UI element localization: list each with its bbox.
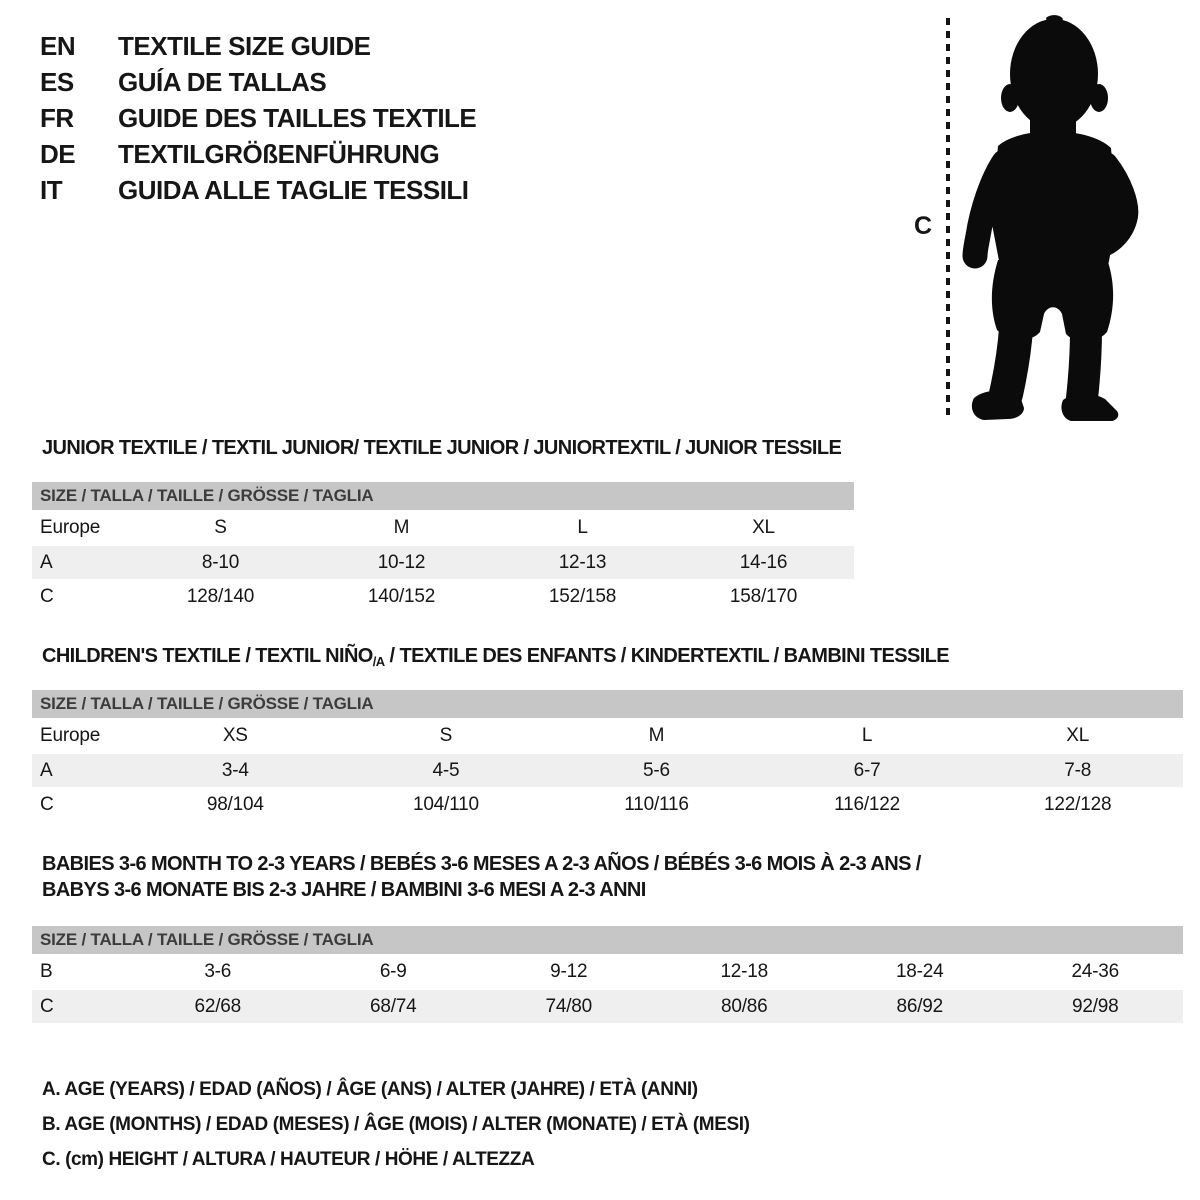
age-cell: 6-7	[853, 759, 881, 781]
row-label: B	[40, 961, 53, 982]
age-cell: 4-5	[432, 759, 460, 781]
age-cell: 7-8	[1064, 759, 1092, 781]
language-row-en	[40, 28, 476, 64]
language-row-fr	[40, 100, 476, 136]
junior-section-heading: JUNIOR TEXTILE / TEXTIL JUNIOR/ TEXTILE JUNIOR / JUNIORTEXTIL / JUNIOR TESSILE	[42, 437, 842, 459]
age-cell: 12-13	[558, 551, 607, 573]
table-row-height-cm	[32, 787, 1183, 823]
row-label: A	[40, 759, 53, 781]
language-code: IT	[40, 174, 63, 205]
height-cell: 104/110	[412, 794, 479, 815]
age-cell: 3-6	[204, 961, 232, 982]
age-cell: 14-16	[739, 551, 788, 573]
height-cell: 98/104	[206, 794, 264, 815]
babies-size-table	[32, 926, 1183, 1023]
measurement-legend	[42, 1072, 750, 1177]
baby-silhouette-icon	[958, 14, 1143, 421]
row-label: Europe	[40, 725, 101, 746]
row-label: Europe	[40, 517, 101, 538]
size-cell: S	[439, 725, 453, 746]
language-row-de	[40, 136, 476, 172]
height-cell: 86/92	[896, 995, 944, 1017]
children-size-table	[32, 690, 1183, 823]
height-cell: 122/128	[1044, 794, 1112, 815]
age-cell: 8-10	[201, 551, 240, 573]
children-heading-pre: CHILDREN'S TEXTILE / TEXTIL NIÑO	[42, 645, 373, 667]
table-row-age-months	[32, 954, 1183, 990]
language-code: FR	[40, 102, 74, 133]
table-row-europe	[32, 510, 854, 546]
size-cell: XL	[752, 517, 775, 538]
height-cell: 152/158	[548, 586, 617, 607]
height-measure-label: C	[914, 212, 933, 240]
age-cell: 6-9	[379, 961, 407, 982]
language-row-es	[40, 64, 476, 100]
height-cell: 158/170	[729, 586, 798, 607]
legend-age-months: B. AGE (MONTHS) / EDAD (MESES) / ÂGE (MOIS) / ALTER (MONATE) / ETÀ (MESI)	[42, 1114, 750, 1135]
row-label: C	[40, 794, 54, 815]
children-heading-sub: /A	[372, 654, 385, 669]
size-cell: XL	[1066, 725, 1090, 746]
junior-size-table	[32, 482, 854, 615]
children-section-heading	[42, 643, 949, 671]
language-code: DE	[40, 138, 76, 169]
size-cell: S	[214, 517, 227, 538]
age-cell: 24-36	[1071, 961, 1120, 982]
children-heading-post: / TEXTILE DES ENFANTS / KINDERTEXTIL / BAMBINI TESSILE	[384, 645, 950, 667]
age-cell: 18-24	[895, 961, 944, 982]
table-row-height-cm	[32, 990, 1183, 1023]
babies-heading-line2: BABYS 3-6 MONATE BIS 2-3 JAHRE / BAMBINI 3-6 MESI A 2-3 ANNI	[42, 879, 646, 901]
table-row-age-years	[32, 546, 854, 579]
row-label: C	[40, 586, 54, 607]
guide-title: GUIDE DES TAILLES TEXTILE	[118, 102, 477, 133]
language-code: EN	[40, 30, 76, 61]
height-measure-dashed-line	[946, 18, 950, 416]
guide-title: TEXTILE SIZE GUIDE	[118, 30, 371, 61]
size-cell: XS	[222, 725, 248, 746]
language-row-it	[40, 172, 476, 208]
height-cell: 116/122	[834, 794, 901, 815]
age-cell: 3-4	[221, 759, 249, 781]
age-cell: 10-12	[377, 551, 426, 573]
babies-heading-line1: BABIES 3-6 MONTH TO 2-3 YEARS / BEBÉS 3-6 MESES A 2-3 AÑOS / BÉBÉS 3-6 MOIS À 2-3 ANS /	[42, 853, 921, 875]
size-cell: M	[393, 517, 410, 538]
size-header-bar: SIZE / TALLA / TAILLE / GRÖSSE / TAGLIA	[32, 926, 1183, 954]
height-cell: 62/68	[194, 995, 242, 1017]
legend-age-years: A. AGE (YEARS) / EDAD (AÑOS) / ÂGE (ANS) / ALTER (JAHRE) / ETÀ (ANNI)	[42, 1079, 698, 1100]
height-cell: 80/86	[720, 995, 768, 1017]
babies-section-heading	[42, 851, 921, 903]
age-cell: 5-6	[643, 759, 670, 781]
language-title-list	[40, 28, 476, 208]
guide-title: GUÍA DE TALLAS	[118, 66, 327, 97]
size-cell: M	[648, 725, 665, 746]
legend-height-cm: C. (cm) HEIGHT / ALTURA / HAUTEUR / HÖHE / ALTEZZA	[42, 1149, 535, 1170]
age-cell: 9-12	[550, 961, 588, 982]
size-cell: L	[861, 725, 873, 746]
height-cell: 140/152	[367, 586, 436, 607]
size-header-bar: SIZE / TALLA / TAILLE / GRÖSSE / TAGLIA	[32, 482, 854, 510]
guide-title: TEXTILGRÖßENFÜHRUNG	[118, 138, 440, 169]
table-row-europe	[32, 718, 1183, 754]
height-cell: 110/116	[624, 794, 689, 815]
row-label: C	[40, 995, 54, 1017]
row-label: A	[40, 551, 53, 573]
height-cell: 74/80	[545, 995, 593, 1017]
height-cell: 92/98	[1071, 995, 1119, 1017]
age-cell: 12-18	[720, 961, 769, 982]
size-header-bar: SIZE / TALLA / TAILLE / GRÖSSE / TAGLIA	[32, 690, 1183, 718]
language-code: ES	[40, 66, 74, 97]
table-row-age-years	[32, 754, 1183, 787]
height-cell: 68/74	[369, 995, 417, 1017]
guide-title: GUIDA ALLE TAGLIE TESSILI	[118, 174, 469, 205]
size-cell: L	[577, 517, 588, 538]
height-cell: 128/140	[186, 586, 255, 607]
table-row-height-cm	[32, 579, 854, 615]
